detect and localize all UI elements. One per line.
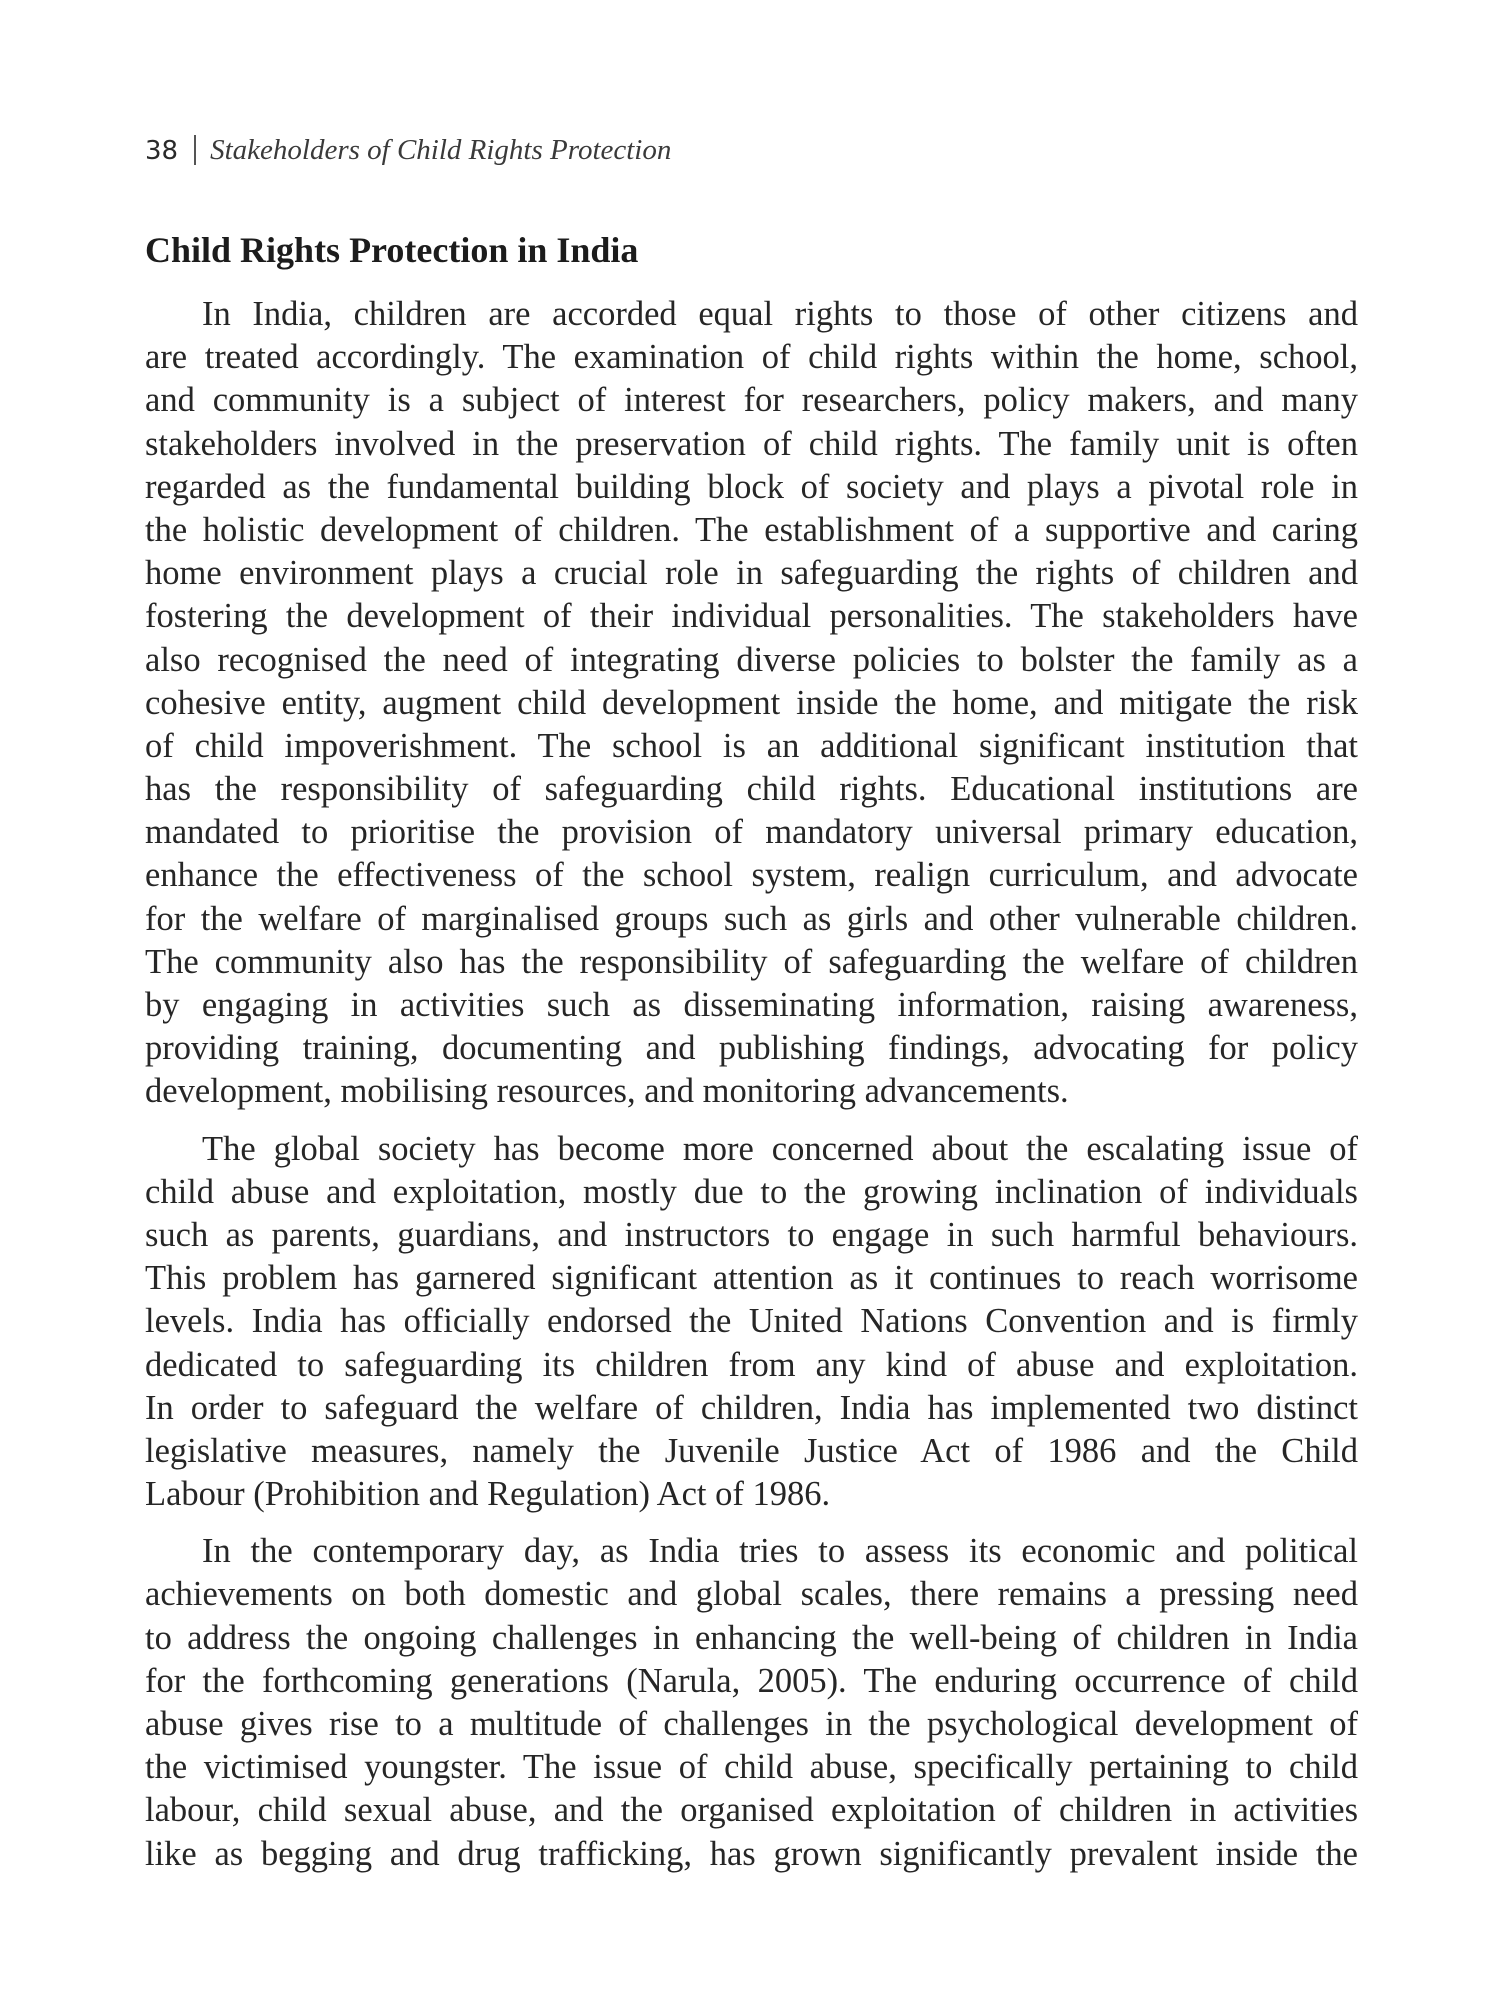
- text-line: also recognised the need of integrating diverse policies to bolster the family as a: [145, 640, 1358, 679]
- text-line: legislative measures, namely the Juvenile Justice Act of 1986 and the Child: [145, 1431, 1358, 1470]
- text-line: development, mobilising resources, and monitoring advancements.: [145, 1072, 1069, 1111]
- text-line: enhance the effectiveness of the school system, realign curriculum, and advocate: [145, 856, 1358, 895]
- text-line: In the contemporary day, as India tries to assess its economic and political: [202, 1532, 1358, 1571]
- text-line: abuse gives rise to a multitude of challenges in the psychological development of: [145, 1705, 1358, 1743]
- section-heading: Child Rights Protection in India: [145, 230, 639, 270]
- text-line: for the welfare of marginalised groups such as girls and other vulnerable children.: [145, 899, 1358, 938]
- running-head: [145, 130, 671, 171]
- text-line: for the forthcoming generations (Narula, 2005). The enduring occurrence of child: [145, 1661, 1358, 1700]
- text-line: such as parents, guardians, and instructors to engage in such harmful behaviours.: [145, 1215, 1358, 1254]
- text-line: The community also has the responsibility of safeguarding the welfare of children: [145, 942, 1358, 981]
- text-line: regarded as the fundamental building block of society and plays a pivotal role in: [145, 467, 1358, 506]
- text-line: home environment plays a crucial role in safeguarding the rights of children and: [145, 554, 1358, 593]
- paragraph-2: [145, 1128, 1358, 1517]
- text-line: the holistic development of children. The establishment of a supportive and caring: [145, 510, 1358, 549]
- text-line: and community is a subject of interest for researchers, policy makers, and many: [145, 381, 1358, 420]
- text-line: stakeholders involved in the preservation of child rights. The family unit is often: [145, 424, 1358, 463]
- text-line: like as begging and drug trafficking, has grown significantly prevalent inside the: [145, 1834, 1358, 1873]
- text-line: cohesive entity, augment child development inside the home, and mitigate the risk: [145, 683, 1358, 722]
- text-line: by engaging in activities such as disseminating information, raising awareness,: [145, 986, 1358, 1024]
- text-line: providing training, documenting and publishing findings, advocating for policy: [145, 1029, 1358, 1068]
- text-line: Labour (Prohibition and Regulation) Act of 1986.: [145, 1475, 831, 1514]
- text-line: In India, children are accorded equal rights to those of other citizens and: [202, 295, 1358, 333]
- text-line: In order to safeguard the welfare of children, India has implemented two distinct: [145, 1388, 1358, 1427]
- text-line: has the responsibility of safeguarding child rights. Educational institutions are: [145, 770, 1358, 809]
- text-line: mandated to prioritise the provision of mandatory universal primary education,: [145, 813, 1358, 852]
- text-line: achievements on both domestic and global scales, there remains a pressing need: [145, 1575, 1358, 1614]
- text-line: the victimised youngster. The issue of child abuse, specifically pertaining to child: [145, 1748, 1358, 1787]
- text-line: dedicated to safeguarding its children from any kind of abuse and exploitation.: [145, 1345, 1358, 1384]
- text-line: are treated accordingly. The examination of child rights within the home, school,: [145, 338, 1358, 377]
- running-head-title: Stakeholders of Child Rights Protection: [210, 134, 672, 166]
- header-separator: [194, 135, 196, 165]
- text-line: levels. India has officially endorsed the United Nations Convention and is firmly: [145, 1302, 1358, 1341]
- page-number: 38: [145, 136, 179, 166]
- text-line: This problem has garnered significant attention as it continues to reach worrisome: [145, 1259, 1358, 1298]
- paragraph-3: [145, 1530, 1358, 1876]
- text-line: labour, child sexual abuse, and the organised exploitation of children in activities: [145, 1791, 1358, 1830]
- body-text: [145, 293, 1358, 1876]
- text-line: to address the ongoing challenges in enhancing the well-being of children in India: [145, 1618, 1358, 1657]
- text-line: child abuse and exploitation, mostly due to the growing inclination of individuals: [145, 1172, 1358, 1211]
- text-line: The global society has become more concerned about the escalating issue of: [202, 1129, 1358, 1168]
- paragraph-1: [145, 293, 1358, 1114]
- text-line: of child impoverishment. The school is an additional significant institution that: [145, 726, 1358, 765]
- text-line: fostering the development of their individual personalities. The stakeholders have: [145, 597, 1358, 636]
